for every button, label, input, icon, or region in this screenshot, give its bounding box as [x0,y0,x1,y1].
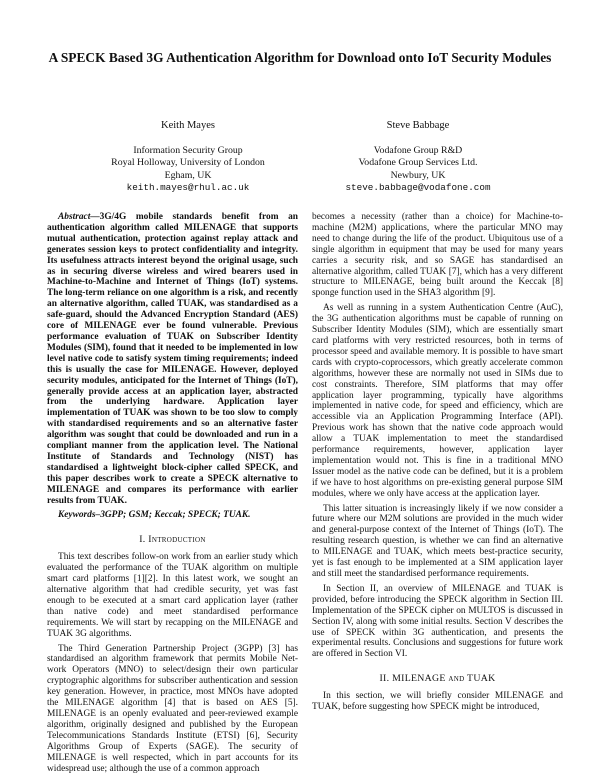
paragraph: In this section, we will briefly consider MILENAGE and TUAK, before suggesting how SPECK might be introduced, [312,691,563,713]
paragraph: becomes a necessity (rather than a choice) for Machine-to-machine (M2M) applications, where the particular MNO may need to change during the life of the product. Ubiquitous use of a single algorithm in equipment that may be used for many years carries a security risk, and so SAGE has standardised an alternative algorithm, called TUAK [7], which has a very different structure to MILENAGE, being built around the Keccak [8] sponge function used in the SHA3 algorithm [9]. [312,212,563,299]
author-email: steve.babbage@vodafone.com [345,181,491,193]
author-block [303,120,533,194]
paragraph: This latter situation is increasingly likely if we now consider a future where our M2M solutions are provided in the much wider and general-purpose context of the Internet of Things (IoT). The resulting research question, is whether we can find an alternative to MILENAGE and TUAK, which meets best-practice security, yet is fast enough to be implemented at a SIM application layer and still meet the standardised performance requirements. [312,503,563,579]
author-block [73,120,303,194]
author-affiliation: Royal Holloway, University of London [111,157,265,169]
abstract-text: —3G/4G mobile standards benefit from an authentication algorithm called MILENAGE that supports mutual authentication, protection against replay attack and generates session keys to protect confidentiality and integrity. Its usefulness attracts interest beyond the original usage, such as in securing diverse wireless and wired bearers used in Machine-to-Machine and Internet of Things (IoT) systems. The long-term reliance on one algorithm is a risk, and recently an alternative algorithm, called TUAK, was standardised as a safe-guard, should the Advanced Encryption Standard (AES) core of MILENAGE ever be found vulnerable. Previous performance evaluation of TUAK on Subscriber Identity Modules (SIM), found that it needed to be implemented in low level native code to satisfy system timing requirements; indeed this is usually the case for MILENAGE. However, deployed security modules, anticipated for the Internet of Things (IoT), generally provide access at an application layer, abstracted from the underlying hardware. Application layer implementation of TUAK was shown to be too slow to comply with standardised requirements and so an alternative faster algorithm was sought that could be downloaded and run in a compliant manner from the application level. The National Institute of Standards and Technology (NIST) has standardised a lightweight block-cipher called SPECK, and this paper describes work to create a SPECK alternative to MILENAGE and compares its performance with earlier results from TUAK. [47,212,298,506]
keywords: Keywords–3GPP; GSM; Keccak; SPECK; TUAK. [58,510,251,521]
paragraph: In Section II, an overview of MILENAGE and TUAK is provided, before introducing the SPECK algorithm in Section III. Implementation of the SPECK cipher on MULTOS is discussed in Section IV, along with some initial results. Section V describes the use of SPECK within 3G authentication, and presents the experimental results. Conclusions and suggestions for future work are offered in Section VI. [312,583,563,660]
author-name: Steve Babbage [386,120,450,131]
paragraph: The Third Generation Partnership Project (3GPP) [3] has standardised an algorithm framework that permits Mobile Network Operators (MNO) to select/design their own particular cryptographic algorithms for subscriber authentication and session key generation. However, in practice, most MNOs have adopted the MILENAGE algorithm [4] that is based on AES [5]. MILENAGE is an openly evaluated and peer-reviewed example algorithm, originally designed and published by the European Telecommunications Standards Institute (ETSI) [6], Security Algorithms Group of Experts (SAGE). The security of MILENAGE is well respected, which in part accounts for its widespread use; although the use of a common approach [47,643,298,774]
author-affiliation: Vodafone Group R&D [373,145,463,157]
section-heading: I. Introduction [139,534,206,546]
abstract [47,212,298,506]
author-location: Newbury, UK [390,169,446,181]
section-heading: II. MILENAGE and TUAK [379,673,496,685]
right-column [312,212,563,717]
paper-title: A SPECK Based 3G Authentication Algorithm for Download onto IoT Security Modules [48,50,552,65]
author-affiliation: Information Security Group [133,145,243,157]
author-email: keith.mayes@rhul.ac.uk [126,181,250,193]
author-name: Keith Mayes [161,120,215,131]
author-affiliation: Vodafone Group Services Ltd. [358,157,478,169]
left-column [47,212,298,778]
author-location: Egham, UK [164,169,212,181]
paragraph: As well as running in a system Authentication Centre (AuC), the 3G authentication algorithms must be capable of running on Subscriber Identity Modules (SIM), which are essentially smart card platforms with very restricted resources, both in terms of processor speed and available memory. It is possible to have smart cards with crypto-coprocessors, which greatly accelerate common algorithms, however these are normally not used in SIMs due to cost constraints. Therefore, SIM platforms that may offer application layer programming, typically have algorithms implemented in native code, for speed and efficiency, which are accessible via an Application Programming Interface (API). Previous work has shown that the native code approach would allow a TUAK implementation to meet the standardised performance requirements, however, application layer implementation would not. This is fine in a traditional MNO Issuer model as the native code can be defined, but it is a problem if we have to host algorithms on pre-existing general purpose SIM modules, where we only have access at the application layer. [312,303,563,499]
abstract-label: Abstract [58,212,91,222]
paragraph: This text describes follow-on work from an earlier study which evaluated the performance of the TUAK algorithm on multiple smart card platforms [1][2]. In this latest work, we sought an alternative algorithm that had credible security, yet was fast enough to be executed at a smart card application layer (rather than native code) and meet standardised performance requirements. We will start by recapping on the MILENAGE and TUAK 3G algorithms. [47,552,298,639]
